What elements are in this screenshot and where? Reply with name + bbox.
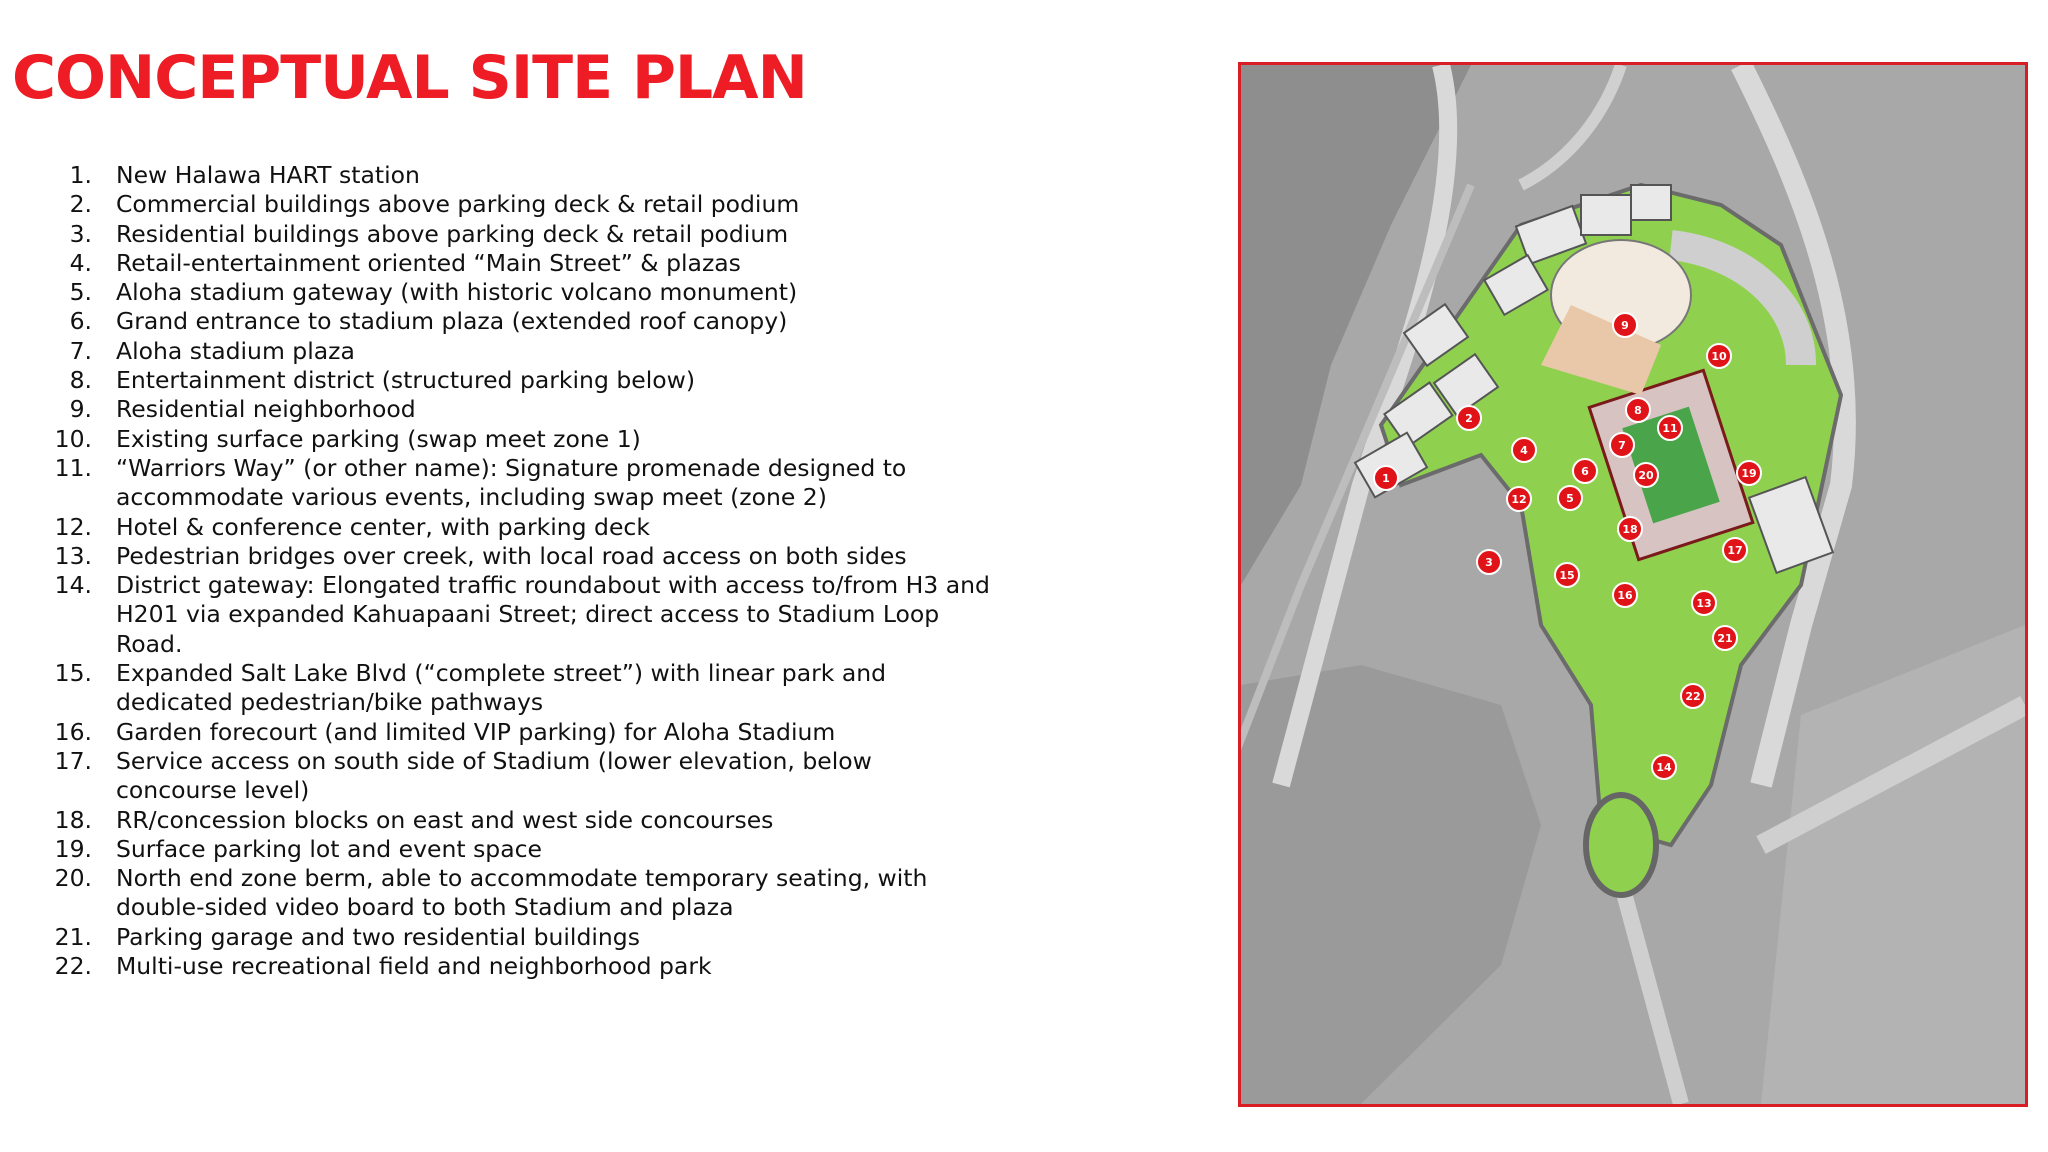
legend-item-number: 7. [69, 336, 92, 365]
plan-marker-label: 8 [1634, 404, 1642, 417]
plan-marker-label: 7 [1618, 439, 1626, 452]
plan-marker-label: 19 [1741, 467, 1757, 480]
plan-marker-5 [1558, 486, 1582, 510]
plan-marker-label: 3 [1485, 556, 1493, 569]
legend-item [40, 923, 1000, 952]
legend-item [40, 395, 1000, 424]
legend-item-text: Aloha stadium gateway (with historic volcano monument) [116, 278, 798, 307]
plan-marker-12 [1507, 487, 1531, 511]
legend-item-number: 3. [69, 219, 92, 248]
legend-item-number: 19. [54, 834, 92, 863]
legend-item [40, 542, 1000, 571]
legend-item-text: Grand entrance to stadium plaza (extended roof canopy) [116, 307, 788, 336]
site-plan-legend-list [40, 161, 1000, 981]
plan-marker-16 [1613, 583, 1637, 607]
plan-marker-19 [1737, 461, 1761, 485]
legend-item [40, 835, 1000, 864]
plan-marker-label: 6 [1581, 465, 1589, 478]
legend-item-text: Hotel & conference center, with parking deck [116, 512, 650, 541]
legend-item-text: District gateway: Elongated traffic roundabout with access to/from H3 and H201 via expanded Kahuapaani Street; direct access to Stadium Loop Road. [116, 571, 990, 658]
legend-item [40, 190, 1000, 219]
plan-marker-20 [1634, 463, 1658, 487]
plan-marker-11 [1658, 416, 1682, 440]
plan-marker-label: 17 [1727, 544, 1743, 557]
plan-marker-14 [1652, 755, 1676, 779]
district-roundabout [1586, 795, 1656, 895]
legend-item-text: Entertainment district (structured parking below) [116, 366, 696, 395]
plan-marker-3 [1477, 550, 1501, 574]
plan-marker-7 [1610, 433, 1634, 457]
plan-marker-label: 12 [1511, 493, 1527, 506]
legend-item-number: 1. [69, 161, 92, 189]
legend-item-text: RR/concession blocks on east and west side concourses [116, 805, 774, 834]
site-plan-drawing [1241, 65, 2025, 1104]
legend-item-number: 10. [54, 424, 92, 453]
plan-marker-18 [1618, 517, 1642, 541]
site-plan-map [1238, 62, 2028, 1107]
legend-item-text: Service access on south side of Stadium (lower elevation, below concourse level) [116, 746, 872, 805]
legend-item-text: “Warriors Way” (or other name): Signature promenade designed to accommodate various events, including swap meet (zone 2) [116, 453, 907, 512]
plan-marker-15 [1555, 563, 1579, 587]
plan-marker-label: 2 [1465, 412, 1473, 425]
legend-item [40, 161, 1000, 190]
legend-item-text: Surface parking lot and event space [116, 834, 543, 863]
legend-item [40, 864, 1000, 923]
legend-item-text: Pedestrian bridges over creek, with local road access on both sides [116, 541, 907, 570]
legend-item-text: Existing surface parking (swap meet zone 1) [116, 424, 641, 453]
plan-marker-8 [1626, 398, 1650, 422]
legend-item-number: 17. [54, 746, 92, 775]
plan-marker-label: 16 [1617, 589, 1633, 602]
legend-item-number: 14. [54, 571, 92, 600]
legend-item-text: North end zone berm, able to accommodate temporary seating, with double-sided video board to both Stadium and plaza [116, 864, 928, 922]
plan-marker-label: 1 [1382, 472, 1390, 485]
plan-marker-label: 14 [1656, 761, 1672, 774]
plan-marker-label: 10 [1711, 350, 1727, 363]
legend-item [40, 513, 1000, 542]
legend-item-text: Garden forecourt (and limited VIP parking) for Aloha Stadium [116, 717, 836, 746]
plan-marker-label: 18 [1622, 523, 1638, 536]
legend-item-text: Multi-use recreational field and neighborhood park [116, 952, 712, 981]
plan-marker-6 [1573, 459, 1597, 483]
plan-marker-label: 20 [1638, 469, 1654, 482]
page-title: CONCEPTUAL SITE PLAN [12, 43, 807, 113]
legend-item [40, 747, 1000, 806]
legend-item-text: Residential neighborhood [116, 395, 416, 424]
legend-item [40, 659, 1000, 718]
legend-item-number: 5. [69, 278, 92, 307]
plan-marker-label: 15 [1559, 569, 1575, 582]
plan-marker-label: 13 [1696, 597, 1712, 610]
plan-marker-label: 4 [1520, 444, 1528, 457]
legend-item-number: 15. [54, 659, 92, 688]
legend-item-number: 6. [69, 307, 92, 336]
legend-item-text: Retail-entertainment oriented “Main Street” & plazas [116, 248, 741, 277]
legend-item-number: 2. [69, 190, 92, 219]
legend-item [40, 307, 1000, 336]
legend-item-number: 21. [54, 922, 92, 951]
legend-item-number: 13. [54, 541, 92, 570]
legend-item-number: 9. [69, 395, 92, 424]
legend-item-number: 22. [54, 952, 92, 981]
legend-item-number: 12. [54, 512, 92, 541]
legend-item-number: 16. [54, 717, 92, 746]
legend-item-text: Commercial buildings above parking deck & retail podium [116, 190, 800, 219]
plan-marker-4 [1512, 438, 1536, 462]
plan-marker-9 [1613, 313, 1637, 337]
plan-marker-17 [1723, 538, 1747, 562]
legend-item-number: 4. [69, 248, 92, 277]
legend-item-number: 11. [54, 453, 92, 482]
legend-item [40, 220, 1000, 249]
legend-item [40, 952, 1000, 981]
legend-item [40, 278, 1000, 307]
legend-item [40, 571, 1000, 659]
legend-item [40, 337, 1000, 366]
legend-item [40, 249, 1000, 278]
plan-marker-2 [1457, 406, 1481, 430]
legend-item [40, 366, 1000, 395]
legend-item [40, 806, 1000, 835]
plan-marker-label: 21 [1717, 632, 1733, 645]
plan-marker-label: 9 [1621, 319, 1629, 332]
legend-item-number: 18. [54, 805, 92, 834]
plan-marker-22 [1681, 684, 1705, 708]
plan-marker-1 [1374, 466, 1398, 490]
legend-item-text: Residential buildings above parking deck & retail podium [116, 219, 789, 248]
legend-item [40, 454, 1000, 513]
plan-marker-label: 5 [1566, 492, 1574, 505]
legend-item-text: Expanded Salt Lake Blvd (“complete street”) with linear park and dedicated pedestrian/bike pathways [116, 659, 887, 717]
legend-item-number: 8. [69, 366, 92, 395]
legend-item-number: 20. [54, 864, 92, 893]
legend-item-text: Parking garage and two residential buildings [116, 922, 640, 951]
plan-marker-label: 11 [1662, 422, 1678, 435]
plan-marker-21 [1713, 626, 1737, 650]
legend-item [40, 425, 1000, 454]
legend-item-text: Aloha stadium plaza [116, 336, 355, 365]
legend-item [40, 718, 1000, 747]
plan-marker-label: 22 [1685, 690, 1701, 703]
legend-item-text: New Halawa HART station [116, 161, 420, 189]
plan-marker-13 [1692, 591, 1716, 615]
plan-marker-10 [1707, 344, 1731, 368]
